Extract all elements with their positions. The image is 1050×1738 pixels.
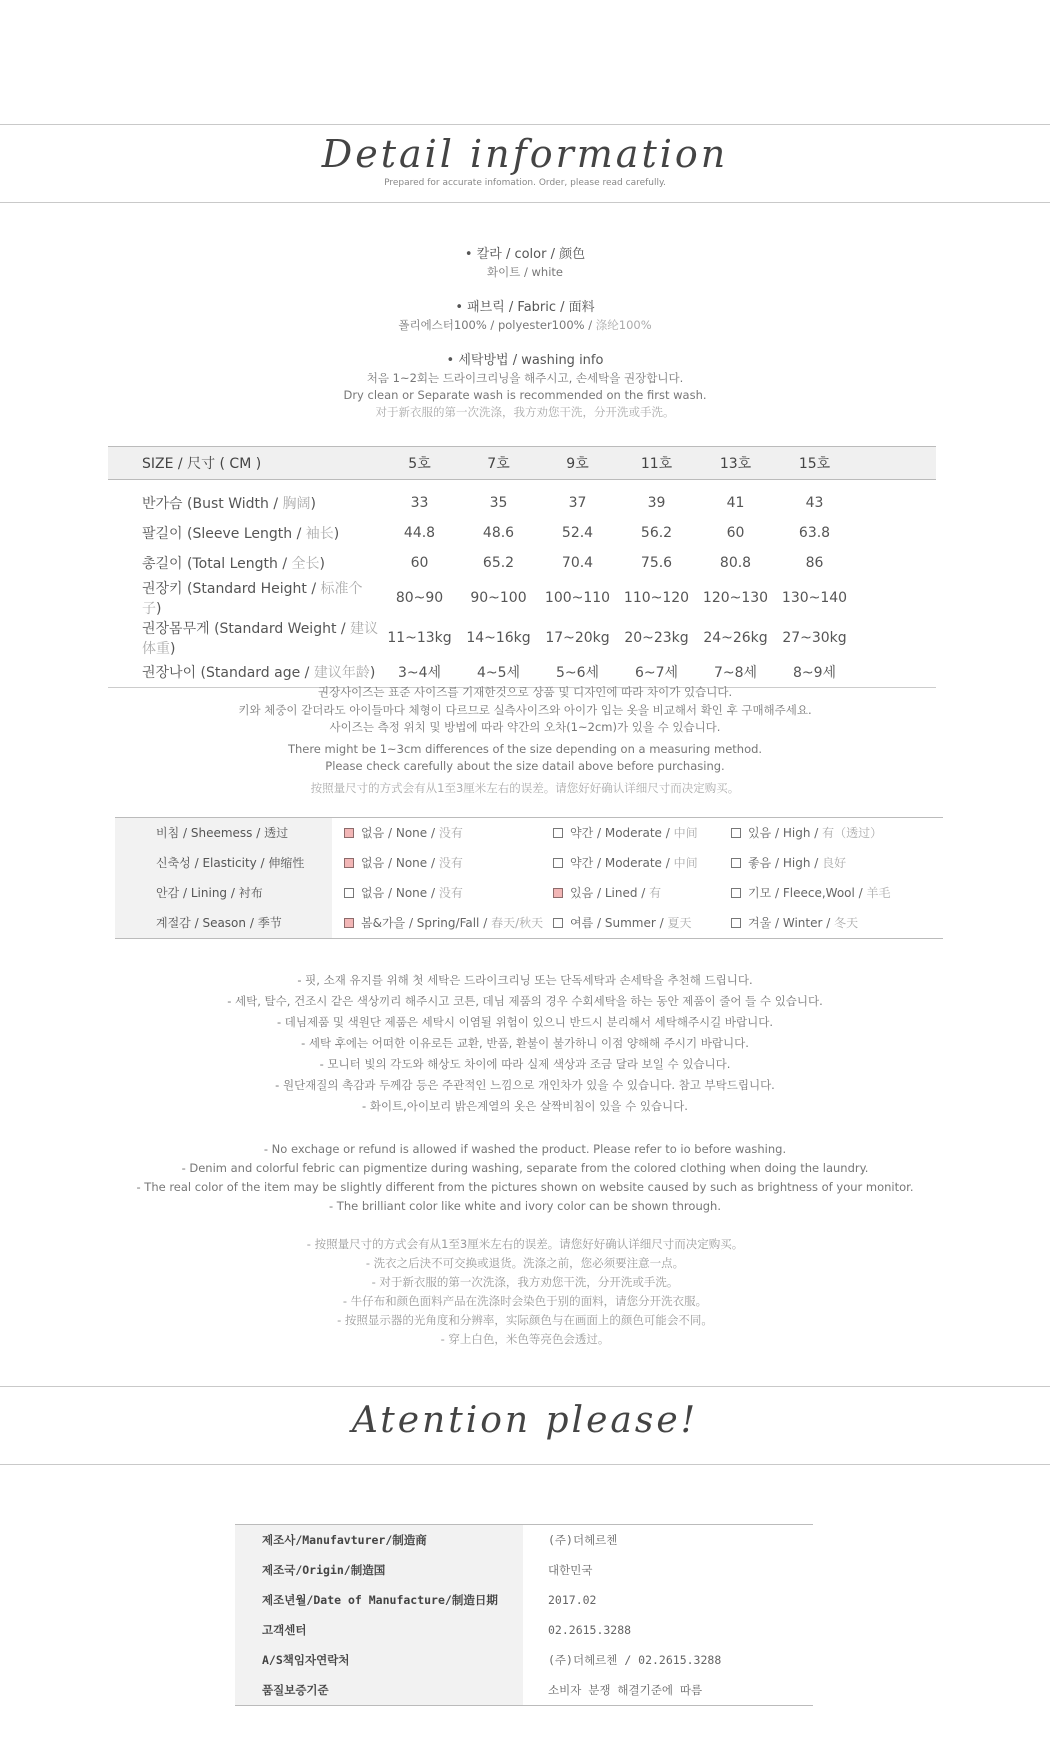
size-col-header: 11호 <box>617 447 696 480</box>
care-note-cn: - 按照显示器的光角度和分辨率，实际颜色与在画面上的颜色可能会不同。 <box>337 1313 713 1327</box>
size-cell: 24~26kg <box>703 629 768 646</box>
color-heading: • 칼라 / color / 颜色 <box>464 247 586 262</box>
size-row <box>108 658 936 688</box>
size-row <box>108 618 936 658</box>
size-cell: 37 <box>568 494 587 511</box>
care-note-en: - The brilliant color like white and ivory color can be shown through. <box>329 1199 721 1213</box>
attribute-option[interactable] <box>731 908 858 938</box>
checkbox-unchecked[interactable] <box>553 858 563 868</box>
attribute-label-cn: 衬布 <box>238 886 263 900</box>
attribute-option-text: 약간 / Moderate / <box>570 826 674 840</box>
attribute-label <box>115 908 332 938</box>
size-cell: 52.4 <box>561 524 594 541</box>
checkbox-checked[interactable] <box>344 918 354 928</box>
size-row-label-cn: 全长 <box>291 555 320 572</box>
care-notes-cn <box>0 1235 1050 1349</box>
size-cell: 7~8세 <box>696 658 775 688</box>
attribute-option[interactable] <box>553 848 698 878</box>
attribute-option-cn: 羊毛 <box>866 886 891 900</box>
attribute-option-text: 없음 / None / <box>361 826 439 840</box>
attribute-option[interactable] <box>731 878 891 908</box>
manufacturer-value: (주)더헤르첸 <box>548 1533 618 1547</box>
attribute-row <box>115 848 943 878</box>
size-col-header: 9호 <box>538 447 617 480</box>
size-note-kr: 키와 체중이 같더라도 아이들마다 체형이 다르므로 실측사이즈와 아이가 입는 옷을 비교해서 확인 후 구매해주세요. <box>238 702 812 717</box>
size-row-label <box>108 548 380 578</box>
size-row <box>108 518 936 548</box>
care-note-en: - No exchage or refund is allowed if washed the product. Please refer to io before washing. <box>263 1142 787 1156</box>
checkbox-unchecked[interactable] <box>731 888 741 898</box>
size-notes <box>0 684 1050 797</box>
care-notes-en <box>0 1140 1050 1216</box>
size-cell: 56.2 <box>640 524 673 541</box>
attribute-option-text: 없음 / None / <box>361 886 439 900</box>
attribute-row <box>115 818 943 848</box>
care-note-en: - The real color of the item may be slightly different from the pictures shown on website caused by such as brightness of your monitor. <box>136 1180 914 1194</box>
attention-title: Atention please! <box>351 1400 699 1441</box>
size-cell: 80~90 <box>395 589 444 606</box>
checkbox-unchecked[interactable] <box>731 828 741 838</box>
size-header-label: SIZE / 尺寸 ( CM ) <box>108 447 380 480</box>
size-cell: 14~16kg <box>466 629 531 646</box>
size-cell: 60 <box>726 524 745 541</box>
washing-kr: 처음 1~2회는 드라이크리닝을 해주시고, 손세탁을 권장합니다. <box>366 371 684 385</box>
attribute-option-cn: 有 <box>649 886 662 900</box>
attribute-option-text: 기모 / Fleece,Wool / <box>748 886 867 900</box>
size-row-label <box>108 488 380 518</box>
size-row-label-end: ) <box>170 640 176 657</box>
attribute-row <box>115 908 943 938</box>
size-row-label-text: 총길이 (Total Length / <box>142 555 292 572</box>
size-cell-blank <box>854 488 936 518</box>
color-info <box>0 243 1050 281</box>
size-note-cn: 按照量尺寸的方式会有从1至3厘米左右的误差。请您好好确认详细尺寸而决定购买。 <box>310 780 740 795</box>
manufacturer-row <box>235 1645 813 1675</box>
attribute-option-cn: 中间 <box>673 826 698 840</box>
size-row-label-text: 반가슴 (Bust Width / <box>142 495 283 512</box>
attribute-label <box>115 878 332 908</box>
attribute-label-text: 신축성 / Elasticity / <box>156 856 269 870</box>
size-spacer <box>108 480 936 488</box>
manufacturer-row <box>235 1585 813 1615</box>
size-row <box>108 548 936 578</box>
attribute-option-cn: 夏天 <box>667 916 692 930</box>
size-cell: 8~9세 <box>775 658 854 688</box>
checkbox-unchecked[interactable] <box>553 828 563 838</box>
fabric-value-cn: 涤纶100% <box>595 318 652 332</box>
washing-en: Dry clean or Separate wash is recommended on the first wash. <box>343 388 707 402</box>
fabric-value <box>0 317 1050 334</box>
size-cell-blank <box>854 518 936 548</box>
size-note-kr: 권장사이즈는 표준 사이즈를 기재한것으로 상품 및 디자인에 따라 차이가 있습니다. <box>317 685 733 699</box>
size-note-en: There might be 1~3cm differences of the size depending on a measuring method. <box>287 741 763 756</box>
manufacturer-row <box>235 1615 813 1645</box>
size-cell: 20~23kg <box>624 629 689 646</box>
attribute-option-text: 여름 / Summer / <box>570 916 668 930</box>
attribute-option-cn: 春天/秋天 <box>491 916 544 930</box>
manufacturer-key: 제조년월/Date of Manufacture/制造日期 <box>235 1585 523 1615</box>
detail-subtitle: Prepared for accurate infomation. Order, please read carefully. <box>384 178 666 188</box>
checkbox-checked[interactable] <box>344 828 354 838</box>
size-cell: 4~5세 <box>459 658 538 688</box>
manufacturer-table <box>235 1524 813 1706</box>
size-row-label <box>108 578 380 618</box>
checkbox-unchecked[interactable] <box>731 858 741 868</box>
attribute-option-text: 약간 / Moderate / <box>570 856 674 870</box>
size-cell: 130~140 <box>781 589 848 606</box>
manufacturer-key: 제조사/Manufavturer/制造商 <box>235 1525 523 1555</box>
attribute-option[interactable] <box>344 848 463 878</box>
size-cell-blank <box>854 578 936 618</box>
size-col-header: 7호 <box>459 447 538 480</box>
attribute-option[interactable] <box>344 818 463 848</box>
care-note-cn: - 穿上白色，米色等亮色会透过。 <box>440 1332 610 1346</box>
care-note-cn: - 对于新衣服的第一次洗涤，我方劝您干洗，分开洗或手洗。 <box>371 1275 679 1289</box>
size-row-label <box>108 618 380 658</box>
size-row-label-end: ) <box>156 600 162 617</box>
attribute-table <box>115 817 943 939</box>
checkbox-unchecked[interactable] <box>344 888 354 898</box>
size-row-label-cn: 袖长 <box>305 525 334 542</box>
care-note-en: - Denim and colorful febric can pigmentize during washing, separate from the colored clothing when doing the laundry. <box>181 1161 869 1175</box>
size-row-label-text: 권장나이 (Standard age / <box>142 665 314 682</box>
size-row-label-cn: 建议体重 <box>142 620 379 657</box>
care-note-kr: - 세탁, 탈수, 건조시 같은 색상끼리 해주시고 코튼, 데님 제품의 경우 수회세탁을 하는 동안 제품이 줄어 들 수 있습니다. <box>227 994 823 1008</box>
attention-top-rule <box>0 1386 1050 1387</box>
size-cell: 39 <box>647 494 666 511</box>
manufacturer-row <box>235 1555 813 1585</box>
checkbox-checked[interactable] <box>553 888 563 898</box>
detail-title: Detail information <box>321 132 729 176</box>
attribute-label-text: 계절감 / Season / <box>156 916 258 930</box>
attribute-label-cn: 伸缩性 <box>268 856 305 870</box>
size-cell: 100~110 <box>544 589 611 606</box>
size-cell: 27~30kg <box>782 629 847 646</box>
attribute-option-text: 겨울 / Winter / <box>748 916 835 930</box>
size-cell-blank <box>854 548 936 578</box>
care-note-kr: - 데님제품 및 색원단 제품은 세탁시 이염될 위험이 있으니 반드시 분리해서 세탁해주시길 바랍니다. <box>276 1015 774 1029</box>
manufacturer-value: 02.2615.3288 <box>548 1623 632 1637</box>
care-note-cn: - 洗衣之后決不可交换或退货。洗涤之前，您必须要注意一点。 <box>365 1256 685 1270</box>
attribute-option-text: 봄&가을 / Spring/Fall / <box>361 916 492 930</box>
size-note-en: Please check carefully about the size datail above before purchasing. <box>325 759 725 773</box>
washing-cn: 对于新衣服的第一次洗涤，我方劝您干洗，分开洗或手洗。 <box>375 405 675 419</box>
attribute-option[interactable] <box>553 818 698 848</box>
size-row-label-text: 팔길이 (Sleeve Length / <box>142 525 306 542</box>
manufacturer-key: 품질보증기준 <box>235 1675 523 1705</box>
size-cell: 6~7세 <box>617 658 696 688</box>
size-cell: 17~20kg <box>545 629 610 646</box>
attention-bottom-rule <box>0 1464 1050 1465</box>
size-row-label-text: 권장키 (Standard Height / <box>142 580 321 597</box>
size-col-header: 15호 <box>775 447 854 480</box>
size-row-label-end: ) <box>310 495 316 512</box>
manufacturer-value: 소비자 분쟁 해결기준에 따름 <box>548 1683 703 1697</box>
size-row-label-end: ) <box>333 525 340 542</box>
size-cell: 44.8 <box>403 524 436 541</box>
manufacturer-row <box>235 1525 813 1555</box>
size-cell: 11~13kg <box>387 629 452 646</box>
attribute-option-text: 있음 / Lined / <box>570 886 650 900</box>
size-row-label-cn: 建议年龄 <box>313 665 370 682</box>
size-cell: 3~4세 <box>380 658 459 688</box>
size-row-label <box>108 658 380 688</box>
top-rule <box>0 124 1050 125</box>
size-cell: 5~6세 <box>538 658 617 688</box>
size-row-label-text: 권장몸무게 (Standard Weight / <box>142 620 351 637</box>
manufacturer-value: 2017.02 <box>548 1593 597 1607</box>
washing-info <box>0 349 1050 421</box>
care-note-kr: - 핏, 소재 유지를 위해 첫 세탁은 드라이크리닝 또는 단독세탁과 손세탁을 추천해 드립니다. <box>297 973 753 987</box>
size-cell: 110~120 <box>623 589 690 606</box>
size-row-label-end: ) <box>369 665 376 682</box>
attribute-option-cn: 没有 <box>438 886 463 900</box>
care-note-kr: - 세탁 후에는 어떠한 이유로든 교환, 반품, 환불이 불가하니 이점 양해해 주시기 바랍니다. <box>301 1036 749 1050</box>
size-header-row <box>108 447 936 480</box>
care-note-kr: - 원단재질의 촉감과 두께감 등은 주관적인 느낌으로 개인차가 있을 수 있습니다. 참고 부탁드립니다. <box>275 1078 775 1092</box>
size-cell: 48.6 <box>482 524 515 541</box>
size-cell: 43 <box>805 494 824 511</box>
fabric-info <box>0 296 1050 334</box>
care-note-kr: - 모니터 빛의 각도와 해상도 차이에 따라 실제 색상과 조금 달라 보일 수 있습니다. <box>319 1057 731 1071</box>
size-cell: 86 <box>805 554 824 571</box>
attribute-row <box>115 878 943 908</box>
attribute-label-cn: 季节 <box>257 916 282 930</box>
attribute-option[interactable] <box>344 908 543 938</box>
size-col-header: 5호 <box>380 447 459 480</box>
size-row <box>108 578 936 618</box>
manufacturer-value: 대한민국 <box>548 1563 593 1577</box>
attribute-option-cn: 良好 <box>822 856 847 870</box>
size-row <box>108 488 936 518</box>
attribute-option[interactable] <box>731 818 882 848</box>
checkbox-unchecked[interactable] <box>553 918 563 928</box>
size-row-label-cn: 标准个子 <box>142 580 363 617</box>
size-cell: 35 <box>489 494 508 511</box>
size-cell: 33 <box>410 494 429 511</box>
size-cell: 80.8 <box>719 554 752 571</box>
attribute-label-cn: 透过 <box>264 826 289 840</box>
care-notes-kr <box>0 970 1050 1117</box>
attribute-option-text: 없음 / None / <box>361 856 439 870</box>
care-note-kr: - 화이트,아이보리 밝은계열의 옷은 살짝비침이 있을 수 있습니다. <box>362 1099 688 1113</box>
attribute-label-text: 비침 / Sheemess / <box>156 826 265 840</box>
attribute-label <box>115 818 332 848</box>
color-value: 화이트 / white <box>487 265 563 279</box>
manufacturer-value: (주)더헤르첸 / 02.2615.3288 <box>548 1653 722 1667</box>
size-cell: 65.2 <box>482 554 515 571</box>
care-note-cn: - 牛仔布和颜色面料产品在洗涤时会染色于别的面料，请您分开洗衣服。 <box>342 1294 708 1308</box>
size-cell: 90~100 <box>470 589 527 606</box>
attribute-option-text: 좋음 / High / <box>748 856 823 870</box>
manufacturer-key: A/S책임자연락처 <box>235 1645 523 1675</box>
manufacturer-key: 제조국/Origin/制造国 <box>235 1555 523 1585</box>
size-row-label <box>108 518 380 548</box>
attribute-option-cn: 没有 <box>438 856 463 870</box>
size-cell: 60 <box>410 554 429 571</box>
checkbox-unchecked[interactable] <box>731 918 741 928</box>
attribute-option[interactable] <box>553 908 691 938</box>
attribute-option[interactable] <box>553 878 661 908</box>
size-note-kr: 사이즈는 측정 위치 및 방법에 따라 약간의 오차(1~2cm)가 있을 수 있습니다. <box>329 720 721 734</box>
size-row-label-end: ) <box>319 555 326 572</box>
size-cell: 70.4 <box>561 554 594 571</box>
attribute-option-cn: 有（透过） <box>822 826 883 840</box>
size-row-label-cn: 胸阔 <box>282 495 311 512</box>
attribute-option-cn: 冬天 <box>834 916 859 930</box>
size-table <box>108 446 936 688</box>
attribute-option[interactable] <box>731 848 846 878</box>
size-cell: 75.6 <box>640 554 673 571</box>
attribute-label-text: 안감 / Lining / <box>156 886 239 900</box>
attribute-option-cn: 没有 <box>438 826 463 840</box>
attribute-option-cn: 中间 <box>673 856 698 870</box>
manufacturer-row <box>235 1675 813 1705</box>
attribute-label <box>115 848 332 878</box>
size-cell-blank <box>854 618 936 658</box>
size-col-header-blank <box>854 447 936 480</box>
size-cell: 120~130 <box>702 589 769 606</box>
attribute-option-text: 있음 / High / <box>748 826 823 840</box>
size-cell: 63.8 <box>798 524 831 541</box>
size-col-header: 13호 <box>696 447 775 480</box>
washing-heading: • 세탁방법 / washing info <box>446 353 604 368</box>
care-note-cn: - 按照量尺寸的方式会有从1至3厘米左右的误差。请您好好确认详细尺寸而决定购买。 <box>306 1237 744 1251</box>
attribute-option[interactable] <box>344 878 463 908</box>
size-cell-blank <box>854 658 936 688</box>
checkbox-checked[interactable] <box>344 858 354 868</box>
size-cell: 41 <box>726 494 745 511</box>
fabric-heading: • 패브릭 / Fabric / 面料 <box>455 300 595 315</box>
manufacturer-key: 고객센터 <box>235 1615 523 1645</box>
header-bottom-rule <box>0 202 1050 203</box>
fabric-value-text: 폴리에스터100% / polyester100% / <box>398 318 596 332</box>
